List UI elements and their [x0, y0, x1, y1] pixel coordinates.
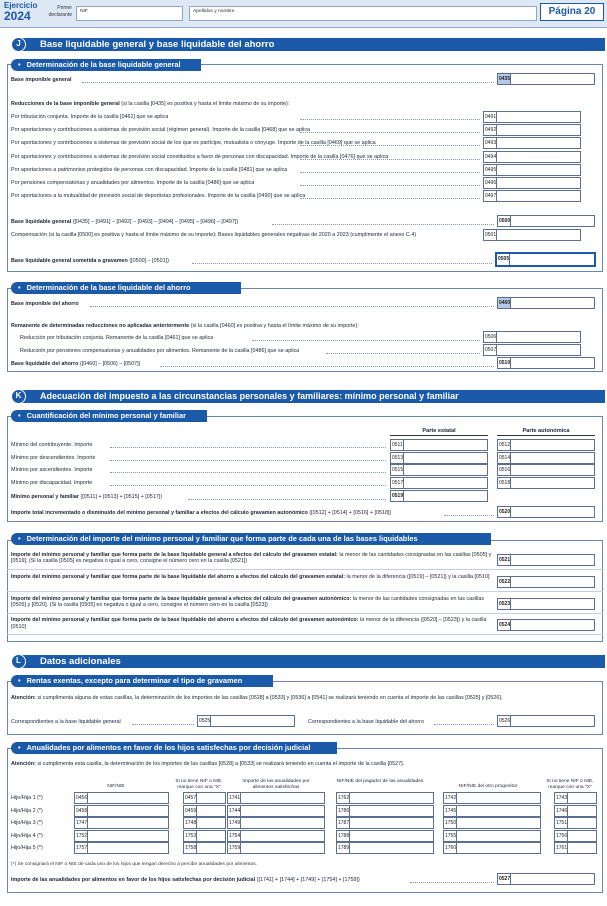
reduccion-label: Por aportaciones y contribuciones a sistemas de previsión social (régimen general). Importe de la casilla [0468] que se aplica: [11, 127, 311, 134]
sub-anualidades-title: • Anualidades por alimentos en favor de los hijos satisfechas por decisión judicial: [11, 742, 337, 754]
compensacion-label: Compensación (si la casilla [0500] es positiva y hasta el límite máximo de su importe): Bases liquidables generales negativas de 2020 a 2023 (cumplimente el anexo C.4): [11, 232, 417, 238]
casilla-code: 0506: [485, 334, 497, 340]
casilla-code: 1752: [76, 832, 88, 839]
casilla-1760[interactable]: [443, 842, 541, 854]
bla-formula: ([0460] – [0506] – [0507]): [79, 361, 141, 367]
casilla-code: 0493: [485, 140, 497, 147]
casilla-0497[interactable]: [483, 190, 581, 202]
casilla-0512[interactable]: [497, 439, 595, 451]
casilla-code: 0458: [76, 807, 88, 814]
casilla-code: 1756: [556, 832, 568, 839]
casilla-code: 1759: [229, 845, 241, 852]
casilla-code: 1762: [338, 795, 350, 801]
casilla-code: 0516: [499, 467, 511, 474]
casilla-code: 1758: [185, 845, 197, 852]
casilla-0519[interactable]: [390, 490, 488, 502]
casilla-code: 1751: [556, 820, 568, 827]
casilla-code: 0435: [499, 76, 511, 82]
casilla-code: 0522: [499, 578, 511, 585]
casilla-code: 1743: [556, 795, 568, 801]
casilla-0501[interactable]: [483, 229, 581, 241]
casilla-0496[interactable]: [483, 177, 581, 189]
casilla-1748[interactable]: [183, 817, 226, 829]
casilla-1786[interactable]: [336, 805, 434, 817]
casilla-code: 1755: [445, 832, 457, 839]
casilla-1788[interactable]: [336, 830, 434, 842]
casilla-0518[interactable]: [497, 477, 595, 489]
total-inc-label: Importe total incrementado o disminuido del mínimo personal y familiar a efectos del cálculo gravamen autonómico: [11, 510, 308, 516]
casilla-code: 1750: [445, 820, 457, 827]
casilla-code: 0527: [499, 876, 511, 882]
atencion2-label: Atención:: [11, 761, 36, 767]
casilla-1746[interactable]: [554, 805, 597, 817]
casilla-code: 0510: [499, 360, 511, 366]
casilla-code: 0501: [485, 232, 497, 238]
dots: [110, 447, 386, 448]
dots: [110, 460, 386, 461]
casilla-code: 1747: [76, 820, 88, 827]
casilla-0459[interactable]: [183, 805, 226, 817]
casilla-code: 0521: [499, 557, 511, 563]
section-j-title: Base liquidable general y base liquidable del ahorro: [20, 38, 605, 51]
minimo-block-rest: la menor de la diferencia ([0520] – [0523]) y la casilla [0510]: [11, 617, 487, 630]
casilla-code: 1741: [229, 795, 241, 801]
base-imponible-ahorro-label: Base imponible del ahorro: [11, 301, 79, 307]
atencion-text: si cumplimenta alguna de estas casillas, la determinación de los importes de las casillas [0528] a [0533] y [0536] a [0541] se realizará teniendo en cuenta el importe de las casillas [0525] y [0526].: [37, 695, 503, 701]
hijo-label: Hijo/Hija 4 (*): [11, 832, 43, 839]
col-nif-header: NIF/NIE: [107, 784, 125, 789]
casilla-0510[interactable]: [497, 357, 595, 369]
dots: [300, 145, 480, 146]
sub-bl-general-title: • Determinación de la base liquidable general: [11, 59, 201, 71]
dots: [110, 472, 386, 473]
minimo-block-bold: Importe del mínimo personal y familiar que forma parte de la base liquidable general a efectos del cálculo del gravamen estatal:: [11, 552, 338, 558]
casilla-1741[interactable]: [227, 792, 325, 804]
casilla-code: 0494: [485, 153, 497, 160]
total-inc-formula: ([0512] + [0514] + [0516] + [0518]): [309, 510, 392, 516]
casilla-code: 0513: [392, 454, 404, 461]
blg-label: Base liquidable general: [11, 219, 72, 225]
minimo-block-bold: Importe del mínimo personal y familiar que forma parte de la base liquidable del ahorro a efectos del cálculo del gravamen estatal:: [11, 573, 346, 580]
casilla-1742[interactable]: [443, 792, 541, 804]
dots: [160, 366, 494, 367]
casilla-0520[interactable]: [497, 506, 595, 518]
casilla-0521[interactable]: [497, 554, 595, 566]
casilla-code: 0520: [499, 509, 511, 515]
blg-grav-formula: ([0500] – [0501]): [129, 258, 169, 264]
casilla-code: 1744: [229, 807, 241, 814]
casilla-code: 0457: [185, 795, 197, 801]
minimo-row-label: Mínimo por ascendientes. Importe: [11, 467, 93, 474]
casilla-code: 0495: [485, 166, 497, 173]
rule: [390, 435, 488, 436]
casilla-code: 1789: [338, 845, 350, 852]
parte-autonomica-header: Parte autonómica: [522, 428, 570, 434]
casilla-0522[interactable]: [497, 576, 595, 588]
casilla-0523[interactable]: [497, 598, 595, 610]
reduccion-label: Por aportaciones a la mutualidad de previsión social de deportistas profesionales. Importe de la casilla [0490] que se aplica: [11, 193, 306, 200]
dots: [434, 724, 494, 725]
ejercicio-year: 2024: [4, 9, 31, 23]
casilla-0491[interactable]: [483, 111, 581, 123]
casilla-code: 1787: [338, 820, 350, 827]
casilla-code: 0526: [499, 718, 511, 724]
minimo-row-label: Mínimo del contribuyente. Importe: [11, 442, 93, 448]
section-k-title: Adecuación del impuesto a las circunstancias personales y familiares: mínimo personal y familiar: [20, 390, 605, 403]
casilla-code: 0497: [485, 193, 497, 200]
casilla-0507[interactable]: [483, 344, 581, 356]
dots: [300, 119, 480, 120]
casilla-code: 0505: [497, 254, 510, 265]
casilla-code: 0523: [499, 600, 511, 607]
minimo-block-text: [11, 596, 493, 609]
reducciones-label: Reducciones de la base imponible general: [11, 101, 120, 107]
casilla-1758[interactable]: [183, 842, 226, 854]
casilla-1750[interactable]: [443, 817, 541, 829]
casilla-1756[interactable]: [554, 830, 597, 842]
section-l-letter: L: [11, 654, 26, 669]
dots: [410, 882, 494, 883]
base-imponible-general-label: Base imponible general: [11, 77, 72, 83]
dots: [326, 353, 480, 354]
section-k-letter: K: [11, 389, 26, 404]
reducciones-note: (si la casilla [0435] es positiva y hasta el límite máximo de su importe):: [121, 101, 290, 107]
sub-rentas-exentas-title: • Rentas exentas, excepto para determinar el tipo de gravamen: [11, 675, 273, 687]
casilla-code: 1788: [338, 832, 350, 839]
casilla-0492[interactable]: [483, 124, 581, 136]
casilla-code: 0512: [499, 442, 511, 448]
minimo-block-rest: la menor de las cantidades consignadas en las casillas [0505] y [0519]. (Si la casilla [0505] es negativa o igual a cero, consigne el número cero en la casilla [0521]): [11, 552, 492, 565]
corr-ahorro-label: Correspondientes a la base liquidable del ahorro: [308, 719, 424, 725]
casilla-0456[interactable]: [74, 792, 169, 804]
casilla-code: 0514: [499, 454, 511, 461]
casilla-0516[interactable]: [497, 464, 595, 476]
minimo-block-bold: Importe del mínimo personal y familiar que forma parte de la base liquidable del ahorro a efectos del cálculo del gravamen autonómico:: [11, 617, 359, 624]
casilla-0495[interactable]: [483, 164, 581, 176]
casilla-0513[interactable]: [390, 452, 488, 464]
blg-grav-label: Base liquidable general sometida a gravamen: [11, 258, 128, 264]
casilla-0525[interactable]: [197, 715, 295, 727]
dots: [110, 485, 386, 486]
casilla-code: 0517: [392, 480, 404, 487]
casilla-code: 0456: [76, 795, 88, 801]
casilla-1749[interactable]: [227, 817, 325, 829]
dots: [300, 132, 480, 133]
casilla-code: 1749: [229, 820, 241, 827]
casilla-1753[interactable]: [183, 830, 226, 842]
anual-total-formula: ([1741] + [1744] + [1749] + [1754] + [1759]): [256, 877, 360, 883]
col-sinif2-header: Si no tiene NIF o NIE, marque con una "X": [546, 779, 594, 790]
casilla-0515[interactable]: [390, 464, 488, 476]
casilla-code: 1742: [445, 795, 457, 801]
minimo-block-text: [11, 552, 493, 565]
casilla-0505[interactable]: [495, 252, 596, 267]
casilla-code: 1786: [338, 807, 350, 814]
casilla-code: 0496: [485, 180, 497, 186]
dots: [300, 185, 480, 186]
casilla-0506[interactable]: [483, 331, 581, 343]
casilla-1754[interactable]: [227, 830, 325, 842]
rule: [7, 634, 603, 635]
casilla-0458[interactable]: [74, 805, 169, 817]
casilla-1755[interactable]: [443, 830, 541, 842]
remanente-note: (si la casilla [0460] es positiva y hasta el límite máximo de su importe):: [190, 323, 359, 329]
ejercicio-label: Ejercicio: [4, 1, 38, 10]
bla-label: Base liquidable del ahorro: [11, 361, 79, 367]
dots: [300, 172, 480, 173]
hijo-label: Hijo/Hija 5 (*): [11, 845, 43, 852]
sub-bl-ahorro-title: • Determinación de la base liquidable del ahorro: [11, 282, 241, 294]
casilla-code: 0515: [392, 467, 404, 474]
casilla-1789[interactable]: [336, 842, 434, 854]
col-pagador-header: NIF/NIE del pagador de las anualidades: [336, 779, 424, 784]
anual-total-label: Importe de las anualidades por alimentos en favor de los hijos satisfechas por decisión judicial: [11, 877, 256, 883]
casilla-0526[interactable]: [497, 715, 595, 727]
apellidos-label: Apellidos y nombre: [193, 9, 235, 14]
minimo-block-rest: la menor de la diferencia ([0519] – [0521]) y la casilla [0510]: [346, 573, 490, 580]
casilla-0514[interactable]: [497, 452, 595, 464]
minimo-row-label: Mínimo por discapacidad. Importe: [11, 480, 93, 487]
casilla-code: 0511: [392, 442, 403, 448]
casilla-code: 1746: [556, 807, 568, 814]
casilla-code: 0500: [499, 218, 511, 224]
hijo-label: Hijo/Hija 3 (*): [11, 820, 43, 827]
casilla-code: 0518: [499, 480, 511, 487]
col-sinif-header: Si no tiene NIF o NIE, marque con una "X": [175, 779, 223, 790]
casilla-0517[interactable]: [390, 477, 488, 489]
parte-estatal-header: Parte estatal: [422, 428, 456, 434]
sub-importe-minimo-title: • Determinación del importe del mínimo personal y familiar que forma parte de cada una de las bases liquidables: [11, 533, 491, 545]
minimo-block-text: [11, 574, 493, 580]
dots: [192, 263, 492, 264]
dots: [82, 82, 494, 83]
casilla-code: 0525: [199, 718, 211, 724]
casilla-1759[interactable]: [227, 842, 325, 854]
casilla-code: 1761: [556, 845, 568, 852]
minimo-block-text: [11, 617, 493, 630]
casilla-code: 1760: [445, 845, 457, 852]
rule: [497, 435, 595, 436]
casilla-code: 1745: [445, 807, 457, 814]
casilla-code: 0507: [485, 347, 497, 353]
casilla-0494[interactable]: [483, 151, 581, 163]
casilla-1787[interactable]: [336, 817, 434, 829]
red-trib-label: Reducción por tributación conjunta. Remanente de la casilla [0461] que se aplica: [20, 335, 214, 341]
casilla-1743[interactable]: [554, 792, 597, 804]
atencion-label: Atención:: [11, 695, 36, 701]
corr-general-label: Correspondientes a la base liquidable general: [11, 719, 121, 725]
minimo-row-label: Mínimo por descendientes. Importe: [11, 454, 96, 461]
casilla-0493[interactable]: [483, 137, 581, 149]
dots: [300, 159, 480, 160]
casilla-1744[interactable]: [227, 805, 325, 817]
reduccion-label: Por aportaciones y contribuciones a sistemas de previsión social constituidos a favor de personas con discapacidad. Importe de la casilla [0476] que se aplica: [11, 153, 389, 160]
casilla-1745[interactable]: [443, 805, 541, 817]
casilla-0500[interactable]: [497, 215, 595, 227]
casilla-1752[interactable]: [74, 830, 169, 842]
casilla-code: 0524: [499, 622, 511, 629]
casilla-code: 0459: [185, 807, 197, 814]
atencion2-text: si cumplimenta esta casilla, la determinación de los importes de las casillas [0528] a [0533] se realizará teniendo en cuenta el importe de la casilla [0527].: [37, 761, 405, 767]
primer-label: Primer: [57, 5, 72, 11]
section-j-letter: J: [11, 37, 26, 52]
minimo-block-bold: Importe del mínimo personal y familiar que forma parte de la base liquidable general a efectos del cálculo del gravamen autonómico:: [11, 595, 352, 602]
reduccion-label: Por pensiones compensatorias y anualidades por alimentos. Importe de la casilla [0486] que se aplica: [11, 180, 255, 186]
casilla-code: 1748: [185, 820, 197, 827]
casilla-code: 0492: [485, 127, 497, 134]
rule: [7, 591, 603, 592]
casilla-1757[interactable]: [74, 842, 169, 854]
casilla-0460[interactable]: [497, 297, 595, 309]
dots: [188, 499, 386, 500]
dots: [132, 724, 194, 725]
casilla-code: 1757: [76, 845, 88, 852]
casilla-1751[interactable]: [554, 817, 597, 829]
hijo-label: Hijo/Hija 2 (*): [11, 807, 43, 814]
col-otro-header: NIF/NIE del otro progenitor: [458, 784, 518, 789]
dots: [444, 515, 494, 516]
reduccion-label: Por aportaciones a patrimonios protegidos de personas con discapacidad. Importe de la casilla [0481] que se aplica: [11, 166, 288, 173]
dots: [90, 306, 494, 307]
rule: [7, 613, 603, 614]
nif-label: NIF: [80, 9, 88, 14]
remanente-label: Remanente de determinadas reducciones no aplicadas anteriormente: [11, 323, 190, 329]
casilla-1762[interactable]: [336, 792, 434, 804]
nif-field[interactable]: [76, 6, 183, 21]
casilla-1761[interactable]: [554, 842, 597, 854]
declarante-label: declarante: [48, 12, 72, 18]
page-number: Página 20: [540, 3, 604, 21]
casilla-code: 1753: [185, 832, 197, 839]
hijo-label: Hijo/Hija 1 (*): [11, 795, 43, 801]
rule: [7, 569, 603, 570]
col-importe-header: Importe de las anualidades por alimentos satisfechas: [242, 779, 310, 790]
minimo-pf-label: Mínimo personal y familiar: [11, 494, 79, 500]
casilla-code: 0491: [485, 114, 497, 120]
casilla-code: 0460: [499, 300, 511, 306]
minimo-pf-formula: ([0511] + [0513] + [0515] + [0517]): [80, 494, 163, 500]
sub-cuantificacion-title: • Cuantificación del mínimo personal y familiar: [11, 410, 207, 422]
casilla-0435[interactable]: [497, 73, 595, 85]
apellidos-field[interactable]: [189, 6, 537, 21]
section-l-title: Datos adicionales: [20, 655, 605, 668]
casilla-0527[interactable]: [497, 873, 595, 885]
casilla-0511[interactable]: [390, 439, 488, 451]
casilla-0524[interactable]: [497, 619, 595, 631]
reduccion-label: Por aportaciones y contribuciones a sistemas de previsión social de los que es partícipe, mutualista o cónyuge. Importe de la casilla [0469] que se aplica: [11, 140, 376, 147]
casilla-code: 1754: [229, 832, 241, 839]
casilla-1747[interactable]: [74, 817, 169, 829]
dots: [272, 224, 494, 225]
blg-formula: ([0435] – [0491] – [0492] – [0493] – [0494] – [0495] – [0496] – [0497]): [72, 219, 239, 225]
red-pens-label: Reducción por pensiones compensatorias y anualidades por alimentos. Remanente de la casilla [0486] que se aplica: [20, 348, 300, 354]
dots: [252, 340, 480, 341]
dots: [300, 198, 480, 199]
reduccion-label: Por tributación conjunta. Importe de la casilla [0461] que se aplica: [11, 114, 169, 120]
nota-text: (*) Se consignará el NIF o NIE de cada uno de los hijos que tengan derecho a percibir anualidades por alimentos.: [11, 862, 258, 867]
minimo-block-rest: la menor de las cantidades consignadas en las casillas [0505] y [0520]. (Si la casilla [0505] es negativa o igual a cero, consigne el número cero en la casilla [0523]): [11, 595, 485, 608]
casilla-0457[interactable]: [183, 792, 226, 804]
casilla-code: 0519: [392, 493, 404, 499]
